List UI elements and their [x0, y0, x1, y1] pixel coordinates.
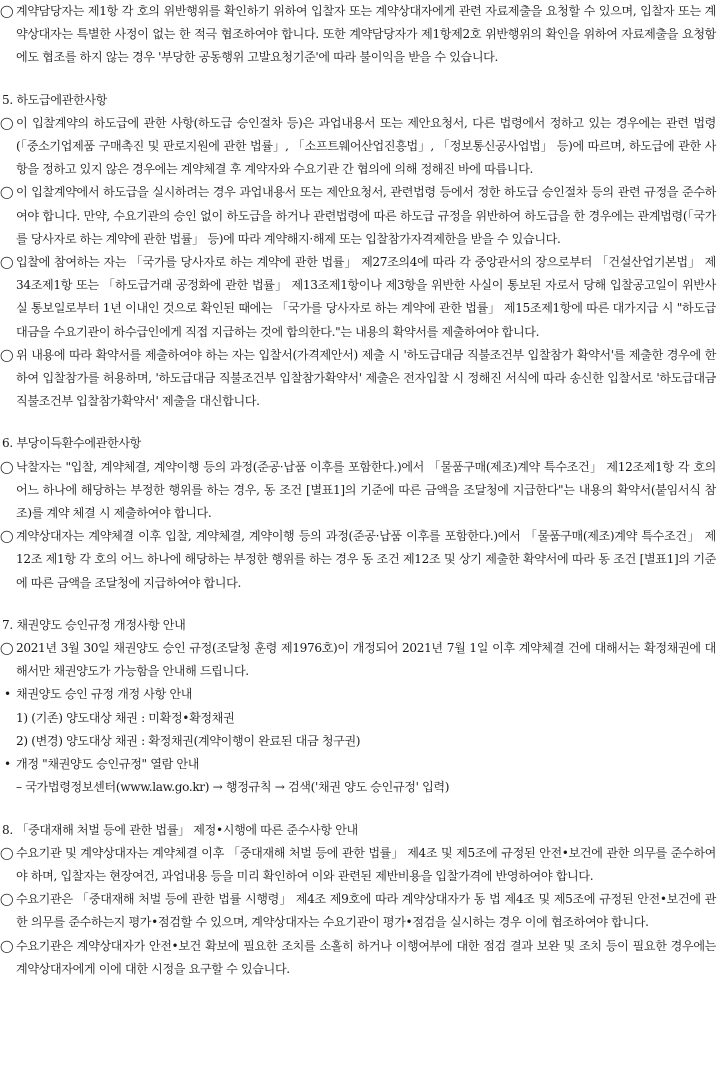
section-8-item-text: 수요기관은 「중대재해 처벌 등에 관한 법률 시행령」 제4조 제9호에 따라 계약상대자가 동 법 제4조 및 제5조에 규정된 안전•보건에 관한 의무를 준수하는지 평가•점검할 수 있으며, 계약상대자는 수요기관이 평가•점검을 실시하는 경우 이에 협조하여야 합니다.: [16, 892, 716, 930]
circle-bullet-icon: ◯: [0, 185, 14, 200]
section-8-item: [0, 888, 718, 934]
section-7-item-text: 2021년 3월 30일 채권양도 승인 규정(조달청 훈령 제1976호)이 개정되어 2021년 7월 1일 이후 계약체결 건에 대해서는 확정채권에 대해서만 채권양도가 가능함을 안내해 드립니다.: [16, 641, 716, 679]
section-5-item: [0, 251, 718, 344]
circle-bullet-icon: ◯: [0, 641, 14, 656]
circle-bullet-icon: ◯: [0, 938, 14, 953]
intro-text: 계약담당자는 제1항 각 호의 위반행위를 확인하기 위하여 입찰자 또는 계약상대자에게 관련 자료제출을 요청할 수 있으며, 입찰자 또는 계약상대자는 특별한 사정이 없는 한 적극 협조하여야 합니다. 또한 계약담당자가 제1항제2호 위반행위의 확인을 위하여 자료제출을 요청함에도 협조를 하지 않는 경우 '부당한 공동행위 고발요청기준'에 따라 불이익을 받을 수 있습니다.: [16, 4, 716, 65]
section-6-title: 6. 부당이득환수에관한사항: [2, 436, 141, 451]
section-5-item-text: 이 입찰계약의 하도급에 관한 사항(하도급 승인절차 등)은 과업내용서 또는 제안요청서, 다른 법령에서 정하고 있는 경우에는 관련 법령(「중소기업제품 구매촉진 및 판로지원에 관한 법률」, 「소프트웨어산업진흥법」, 「정보통신공사업법」 등)에 따르며, 하도급에 관한 사항을 정하고 있지 않은 경우에는 계약체결 후 계약자와 수요기관 간 협의에 의해 정해진 바에 따릅니다.: [16, 115, 716, 177]
section-7-title: 7. 채권양도 승인규정 개정사항 안내: [2, 617, 186, 632]
dot-bullet-icon: •: [4, 757, 11, 772]
section-7-sub-item: 2) (변경) 양도대상 채권 : 확정채권(계약이행이 완료된 대금 청구권): [16, 733, 361, 748]
section-7-law-link-note: – 국가법령정보센터(www.law.go.kr) → 행정규칙 → 검색('채권 양도 승인규정' 입력): [16, 780, 450, 795]
section-5-item-text: 입찰에 참여하는 자는 「국가를 당사자로 하는 계약에 관한 법률」 제27조의4에 따라 각 중앙관서의 장으로부터 「건설산업기본법」 제34조제1항 또는 「하도급거래 공정화에 관한 법률」 제13조제1항이나 제3항을 위반한 사실이 통보된 자로서 당해 입찰공고일이 위반사실 통보일로부터 1년 이내인 것으로 확인된 때에는 「국가를 당사자로 하는 계약에 관한 법률」 제15조제1항에 따른 대가지급 시 "하도급대금을 수요기관이 하수급인에게 직접 지급하는 것에 합의한다."는 내용의 확약서를 제출하여야 합니다.: [16, 255, 716, 339]
section-6-item: [0, 525, 718, 595]
section-7-bullet-text: 개정 "채권양도 승인규정" 열람 안내: [16, 757, 200, 772]
section-6-item-text: 계약상대자는 계약체결 이후 입찰, 계약체결, 계약이행 등의 과정(준공·납품 이후를 포함한다.)에서 「물품구매(제조)계약 특수조건」 제12조 제1항 각 호의 어느 하나에 해당하는 부정한 행위를 하는 경우 동 조건 제12조 및 상기 제출한 확약서에 따라 동 조건 [별표1]의 기준에 따른 금액을 조달청에 지급하여야 합니다.: [16, 529, 716, 590]
circle-bullet-icon: ◯: [0, 115, 14, 130]
section-7-sub-item: 1) (기존) 양도대상 채권 : 미확정•확정채권: [16, 710, 235, 725]
section-7-bullet: [0, 753, 718, 776]
section-8-item-text: 수요기관 및 계약상대자는 계약체결 이후 「중대재해 처벌 등에 관한 법률」 제4조 및 제5조에 규정된 안전•보건에 관한 의무를 준수하여야 하며, 입찰자는 현장여건, 과업내용 등을 미리 확인하여 이와 관련된 제반비용을 입찰가격에 반영하여야 합니다.: [16, 845, 716, 883]
circle-bullet-icon: ◯: [0, 892, 14, 907]
section-8-item: [0, 842, 718, 888]
section-7-bullet-text: 채권양도 승인 규정 개정 사항 안내: [16, 687, 193, 702]
section-8-item-text: 수요기관은 계약상대자가 안전•보건 확보에 필요한 조치를 소홀히 하거나 이행여부에 대한 점검 결과 보완 및 조치 등이 필요한 경우에는 계약상대자에게 이에 대한 시정을 요구할 수 있습니다.: [16, 938, 716, 976]
section-5-item: [0, 181, 718, 251]
section-8-title: 8. 「중대재해 처벌 등에 관한 법률」 제정•시행에 따른 준수사항 안내: [2, 822, 358, 837]
circle-bullet-icon: ◯: [0, 347, 14, 362]
section-5-item-text: 위 내용에 따라 확약서를 제출하여야 하는 자는 입찰서(가격제안서) 제출 시 '하도급대금 직불조건부 입찰참가 확약서'를 제출한 경우에 한하여 입찰참가를 허용하며, '하도급대금 직불조건부 입찰참가확약서' 제출은 전자입찰 시 정해진 서식에 따라 송신한 입찰서로 '하도급대금 직불조건부 입찰참가확약서' 제출을 대신합니다.: [16, 347, 716, 409]
section-5-item-text: 이 입찰계약에서 하도급을 실시하려는 경우 과업내용서 또는 제안요청서, 관련법령 등에서 정한 하도급 승인절차 등의 관련 규정을 준수하여야 합니다. 만약, 수요기관의 승인 없이 하도급을 하거나 관련법령에 따른 하도급 규정을 위반하여 하도급을 한 경우에는 관계법령(「국가를 당사자로 하는 계약에 관한 법률」 등)에 따라 계약해지·해제 또는 입찰참가자격제한을 받을 수 있습니다.: [16, 185, 716, 246]
circle-bullet-icon: ◯: [0, 845, 14, 860]
circle-bullet-icon: ◯: [0, 459, 14, 474]
section-7-item: [0, 637, 718, 683]
section-7-bullet: [0, 683, 718, 706]
section-5-item: [0, 112, 718, 182]
circle-bullet-icon: ◯: [0, 529, 14, 544]
section-5-title: 5. 하도급에관한사항: [2, 92, 107, 107]
circle-bullet-icon: ◯: [0, 255, 14, 270]
section-6-item-text: 낙찰자는 "입찰, 계약체결, 계약이행 등의 과정(준공·납품 이후를 포함한다.)에서 「물품구매(제조)계약 특수조건」 제12조제1항 각 호의 어느 하나에 해당하는 부정한 행위를 하는 경우, 동 조건 [별표1]의 기준에 따른 금액을 조달청에 지급한다"는 내용의 확약서(붙임서식 참조)를 계약 체결 시 제출하여야 합니다.: [16, 459, 716, 521]
dot-bullet-icon: •: [4, 687, 11, 702]
section-5-item: [0, 344, 718, 414]
circle-bullet-icon: ◯: [0, 4, 14, 18]
section-6-item: [0, 456, 718, 526]
intro-paragraph: [0, 0, 718, 70]
section-8-item: [0, 935, 718, 981]
